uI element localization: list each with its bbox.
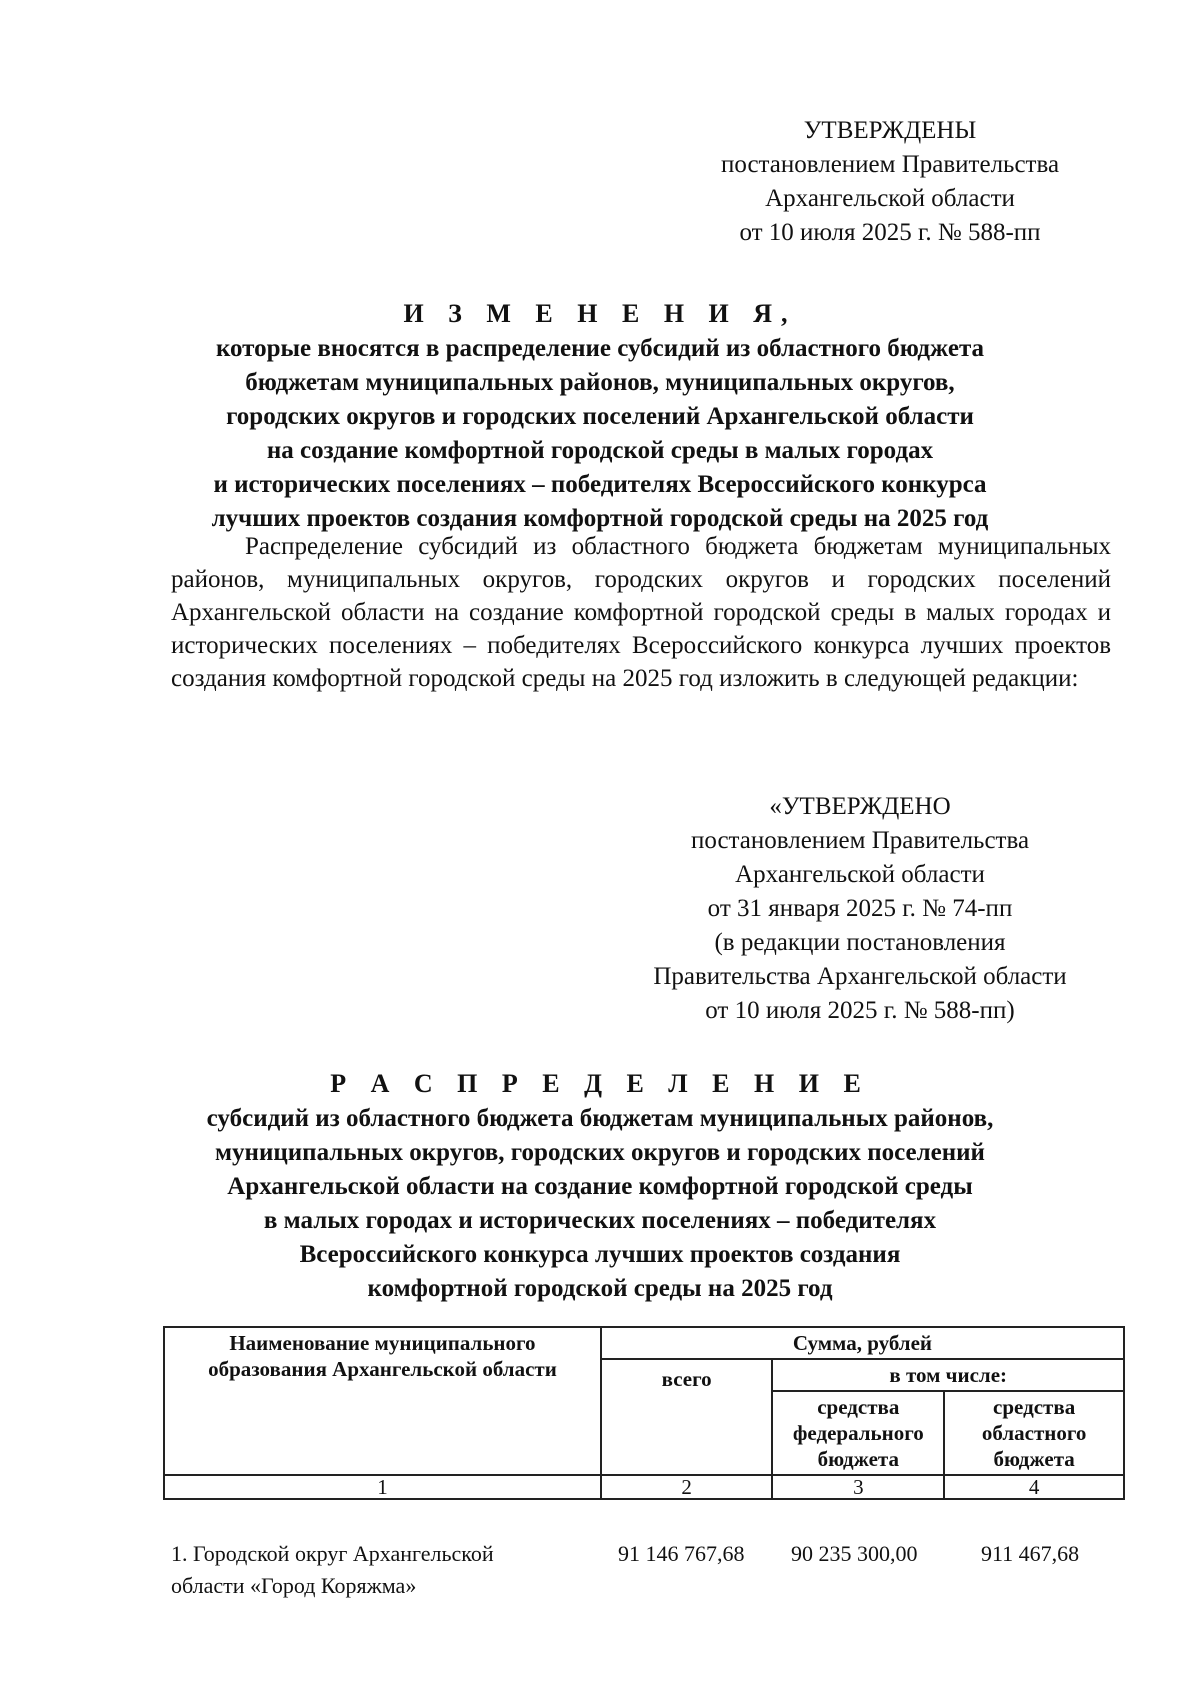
row-federal: 90 235 300,00 — [791, 1541, 918, 1566]
header-total: всего — [601, 1359, 773, 1475]
approval-block — [680, 114, 1100, 250]
column-number-row — [164, 1475, 1124, 1499]
distribution-table-header — [163, 1326, 1125, 1500]
row-total: 91 146 767,68 — [618, 1541, 745, 1566]
approval-line: (в редакции постановления — [714, 929, 1006, 956]
row-regional: 911 467,68 — [981, 1541, 1080, 1566]
header-federal: средства федерального бюджета — [772, 1391, 944, 1475]
intro-paragraph: Распределение субсидий из областного бюджета бюджетам муниципальных районов, муниципальных округов, городских округов и городских поселений Архангельской области на создание комфортной городской среды в малых городах и исторических поселениях – победителях Всероссийского конкурса лучших проектов создания комфортной городской среды на 2025 год изложить в следующей редакции: — [171, 533, 1111, 692]
header-row — [164, 1327, 1124, 1359]
distribution-rows — [171, 1538, 1131, 1608]
column-number: 3 — [772, 1475, 944, 1499]
header-regional: средства областного бюджета — [944, 1391, 1124, 1475]
changes-heading-line: и исторических поселениях – победителях Всероссийского конкурса — [213, 471, 987, 498]
distribution-heading — [0, 1066, 1200, 1306]
approval-line: постановлением Правительства — [690, 827, 1030, 854]
row-name: 1. Городской округ Архангельской области «Город Коряжма» — [171, 1541, 494, 1598]
column-number: 2 — [601, 1475, 773, 1499]
distribution-heading-line: муниципальных округов, городских округов и городских поселений — [215, 1139, 985, 1166]
header-including: в том числе: — [772, 1359, 1124, 1391]
approval-line: от 31 января 2025 г. № 74-пп — [707, 895, 1013, 922]
distribution-heading-line: Всероссийского конкурса лучших проектов создания — [299, 1241, 901, 1268]
approval-line: «УТВЕРЖДЕНО — [769, 793, 951, 820]
intro-text — [171, 530, 1111, 695]
changes-heading-line: городских округов и городских поселений Архангельской области — [226, 403, 974, 430]
changes-heading-line: лучших проектов создания комфортной городской среды на 2025 год — [211, 505, 989, 532]
approval-block-2 — [615, 790, 1105, 1028]
distribution-heading-line: в малых городах и исторических поселениях – победителях — [263, 1207, 937, 1234]
column-number: 1 — [164, 1475, 601, 1499]
column-number: 4 — [944, 1475, 1124, 1499]
approval-line: Архангельской области — [735, 861, 985, 888]
approval-line: УТВЕРЖДЕНЫ — [803, 117, 977, 144]
changes-title: И З М Е Н Е Н И Я, — [403, 299, 797, 328]
distribution-heading-line: субсидий из областного бюджета бюджетам муниципальных районов, — [206, 1105, 994, 1132]
approval-line: постановлением Правительства — [720, 151, 1060, 178]
table-row — [171, 1538, 1131, 1608]
distribution-heading-line: комфортной городской среды на 2025 год — [367, 1275, 833, 1302]
approval-line: Правительства Архангельской области — [653, 963, 1067, 990]
changes-heading-line: на создание комфортной городской среды в малых городах — [266, 437, 934, 464]
distribution-title: Р А С П Р Е Д Е Л Е Н И Е — [330, 1069, 870, 1098]
distribution-heading-line: Архангельской области на создание комфортной городской среды — [227, 1173, 973, 1200]
changes-heading-line: которые вносятся в распределение субсидий из областного бюджета — [215, 335, 985, 362]
approval-line: от 10 июля 2025 г. № 588-пп — [739, 219, 1041, 246]
changes-heading-line: бюджетам муниципальных районов, муниципальных округов, — [245, 369, 955, 396]
approval-line: от 10 июля 2025 г. № 588-пп) — [705, 997, 1015, 1024]
header-sum: Сумма, рублей — [601, 1327, 1124, 1359]
changes-heading — [0, 296, 1200, 536]
header-name: Наименование муниципального образования Архангельской области — [164, 1327, 601, 1475]
approval-line: Архангельской области — [765, 185, 1015, 212]
